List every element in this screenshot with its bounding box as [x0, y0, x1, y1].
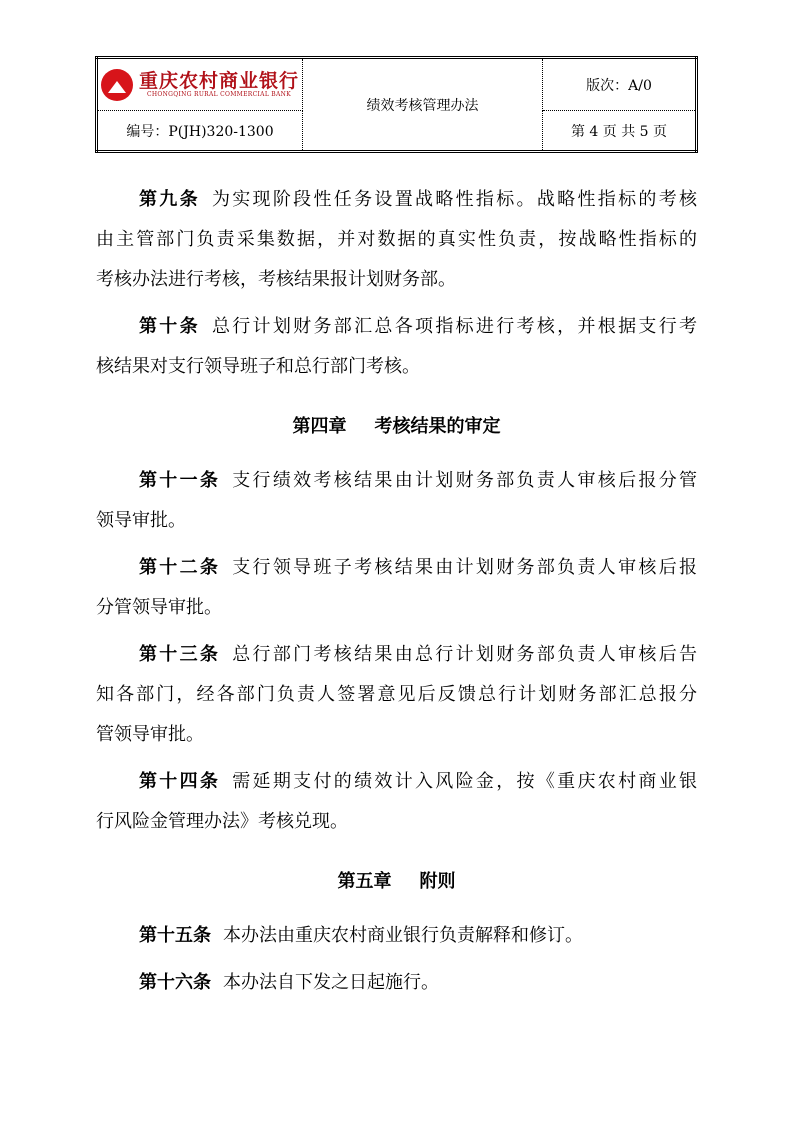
article-paragraph — [96, 307, 697, 387]
line-text: 本办法自下发之日起施行。 — [223, 972, 439, 993]
text-line — [96, 675, 697, 715]
article-label: 第十四条 — [139, 771, 221, 792]
text-line — [96, 461, 697, 501]
text-line — [96, 307, 697, 347]
logo-cell — [97, 58, 303, 111]
line-text: 支行领导班子考核结果由计划财务部负责人审核后报 — [232, 557, 698, 578]
line-text: 核结果对支行领导班子和总行部门考核。 — [96, 356, 420, 377]
article-label: 第十五条 — [139, 925, 211, 946]
chapter-number: 第四章 — [292, 416, 347, 437]
chapter-title: 附则 — [419, 871, 456, 892]
line-text: 行风险金管理办法》考核兑现。 — [96, 811, 348, 832]
article-label: 第十一条 — [139, 470, 221, 491]
text-line — [96, 635, 697, 675]
article-label: 第十二条 — [139, 557, 221, 578]
text-line — [96, 963, 697, 1003]
chapter-heading — [96, 862, 697, 902]
text-line — [96, 588, 697, 628]
article-label: 第十条 — [139, 316, 200, 337]
document-body — [96, 180, 697, 1010]
article-paragraph — [96, 635, 697, 755]
line-text: 考核办法进行考核，考核结果报计划财务部。 — [96, 269, 456, 290]
line-text: 支行绩效考核结果由计划财务部负责人审核后报分管 — [232, 470, 698, 491]
bank-logo — [98, 69, 302, 101]
text-line — [96, 180, 697, 220]
text-line — [96, 916, 697, 956]
line-text: 总行部门考核结果由总行计划财务部负责人审核后告 — [232, 644, 698, 665]
chapter-number: 第五章 — [337, 871, 392, 892]
line-text: 分管领导审批。 — [96, 597, 222, 618]
chapter-heading — [96, 407, 697, 447]
article-paragraph — [96, 916, 697, 956]
document-number: 编号：P(JH)320-1300 — [97, 111, 303, 152]
article-paragraph — [96, 762, 697, 842]
line-text: 为实现阶段性任务设置战略性指标。战略性指标的考核 — [211, 189, 698, 210]
line-text: 管领导审批。 — [96, 724, 204, 745]
article-paragraph — [96, 963, 697, 1003]
document-title: 绩效考核管理办法 — [303, 58, 543, 152]
text-line — [96, 762, 697, 802]
text-line — [96, 220, 697, 260]
chapter-title: 考核结果的审定 — [374, 416, 501, 437]
line-text: 知各部门，经各部门负责人签署意见后反馈总行计划财务部汇总报分 — [96, 684, 697, 705]
line-text: 由主管部门负责采集数据，并对数据的真实性负责，按战略性指标的 — [96, 229, 697, 250]
article-paragraph — [96, 461, 697, 541]
line-text: 需延期支付的绩效计入风险金，按《重庆农村商业银 — [232, 771, 698, 792]
line-text: 本办法由重庆农村商业银行负责解释和修订。 — [223, 925, 583, 946]
logo-chinese-name: 重庆农村商业银行 — [138, 70, 299, 92]
document-header-table — [95, 56, 698, 153]
page-info: 第 4 页 共 5 页 — [543, 111, 697, 152]
article-label: 第十六条 — [139, 972, 211, 993]
text-line — [96, 347, 697, 387]
logo-english-name: CHONGQING RURAL COMMERCIAL BANK — [146, 91, 291, 98]
version: 版次：A/0 — [543, 58, 697, 111]
article-label: 第九条 — [139, 189, 200, 210]
text-line — [96, 501, 697, 541]
article-paragraph — [96, 180, 697, 300]
line-text: 总行计划财务部汇总各项指标进行考核，并根据支行考 — [211, 316, 698, 337]
text-line — [96, 548, 697, 588]
article-paragraph — [96, 548, 697, 628]
text-line — [96, 802, 697, 842]
bank-logo-icon — [101, 69, 133, 101]
text-line — [96, 260, 697, 300]
line-text: 领导审批。 — [96, 510, 186, 531]
text-line — [96, 715, 697, 755]
article-label: 第十三条 — [139, 644, 221, 665]
